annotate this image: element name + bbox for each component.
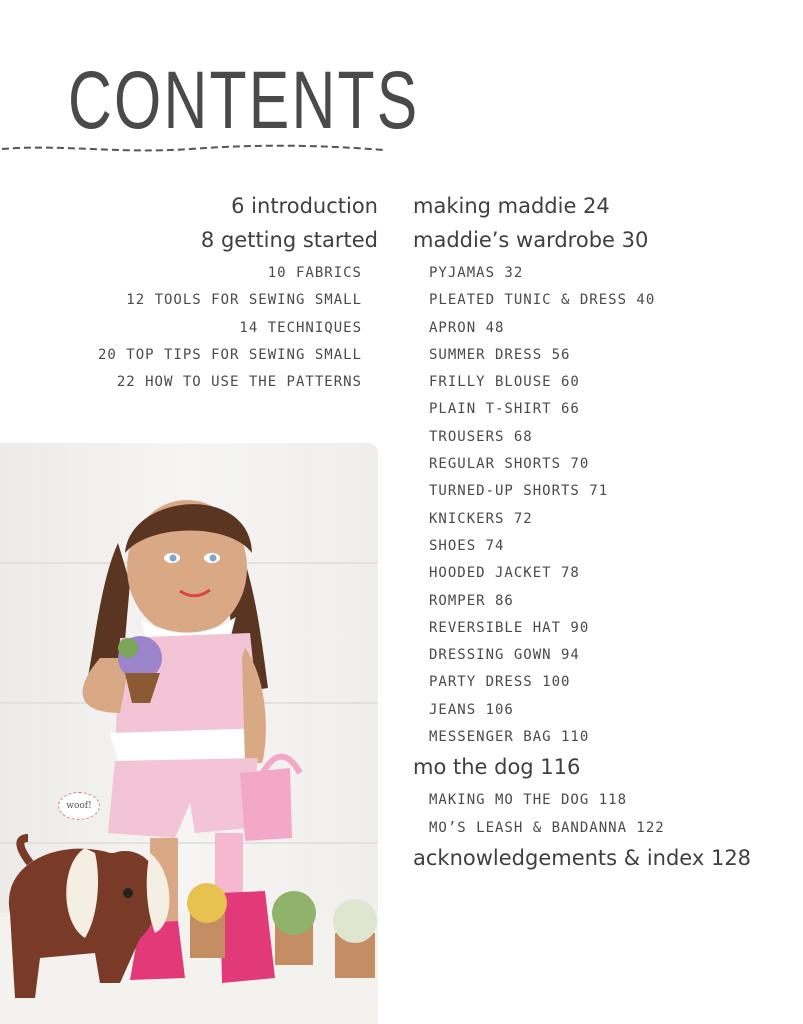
section-entry: MO’S LEASH & BANDANNA 122 [429,819,665,836]
section-entry: PYJAMAS 32 [429,265,524,281]
contents-left-column [0,192,378,396]
chapter-entry: 6 introduction [231,194,378,218]
section-entry: TROUSERS 68 [429,428,533,445]
section-entry: 12 TOOLS FOR SEWING SMALL [126,292,362,309]
section-entry: PARTY DRESS 100 [429,674,571,691]
section-entry: ROMPER 86 [429,592,514,609]
doll-photo [0,443,378,1024]
section-entry: 22 HOW TO USE THE PATTERNS [116,374,362,391]
chapter-entry: 8 getting started [200,228,378,252]
section-entry: SHOES 74 [429,537,505,554]
section-entry: PLAIN T-SHIRT 66 [429,401,580,418]
section-entry: HOODED JACKET 78 [429,565,580,582]
section-entry: JEANS 106 [429,701,514,718]
section-entry: SUMMER DRESS 56 [429,346,571,363]
chapter-entry: acknowledgements & index 128 [413,845,752,870]
section-entry: MAKING MO THE DOG 118 [429,792,628,809]
speech-bubble: woof! [58,792,100,820]
chapter-entry: making maddie 24 [413,194,610,218]
wavy-dashed-divider [0,140,390,160]
section-entry: PLEATED TUNIC & DRESS 40 [429,292,656,309]
chapter-entry: mo the dog 116 [413,755,581,780]
contents-right-column [413,192,793,878]
chapter-entry: maddie’s wardrobe 30 [413,228,649,252]
section-entry: KNICKERS 72 [429,510,533,527]
section-entry: REVERSIBLE HAT 90 [429,619,590,636]
section-entry: 14 TECHNIQUES [239,319,362,336]
section-entry: FRILLY BLOUSE 60 [429,374,580,391]
section-entry: 10 FABRICS [267,265,362,281]
section-entry: 20 TOP TIPS FOR SEWING SMALL [97,346,362,363]
section-entry: TURNED-UP SHORTS 71 [429,483,609,500]
doll-illustration [0,443,378,1024]
section-entry: DRESSING GOWN 94 [429,647,580,664]
section-entry: MESSENGER BAG 110 [429,729,590,746]
page-title: CONTENTS [68,55,420,146]
section-entry: APRON 48 [429,319,505,336]
section-entry: REGULAR SHORTS 70 [429,456,590,473]
